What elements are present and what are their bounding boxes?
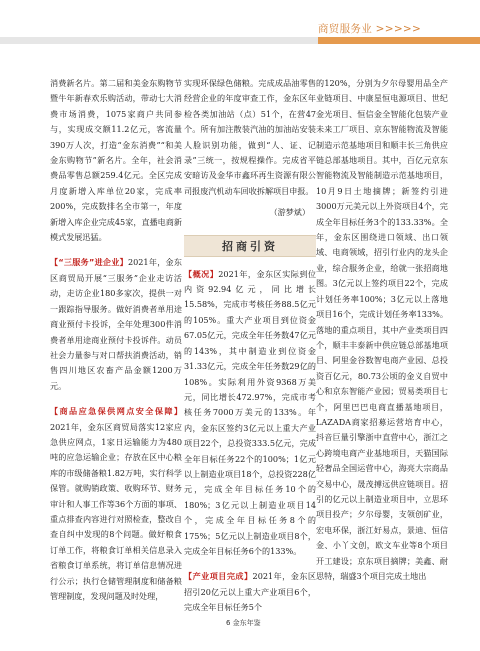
paragraph (50, 255, 182, 394)
paragraph-body: 2021年，金东区商贸局落实12家应急供应网点，1家日运输能力为480吨的应急运输企业；存放在区中心粮库的市级储备粮1.82万吨，实行科学保管。就购销政策、收购环节、财务审计和人事工作等36个方面的事项、重点排查内容进行对照检查，整改自查自纠中发现的8个问题。做好粮食订单工作，将粮食订单相关信息录入省粮食订单系统，将订单信息情况进行公示；执行仓储管理制度和储备粮管理制度，发现问题及时处理， (50, 421, 182, 601)
text-column-2 (184, 76, 316, 616)
paragraph-body: 2021年，金东区实际到位内资92.94亿元，同比增长15.58%，完成市考核任务88.5亿元的105%。重大产业项目到位资金67.05亿元，完成全年任务数47亿元的143%，其中制造业到位资金31.33亿元，完成全年任务数29亿的108%。实际利用外资9368万美元，同比增长472.97%，完成市考核任务7000万美元的133%。年内，金东区签约3亿元以上重大产业项目22个，总投资333.5亿元，完成全年目标任务22个的100%；1亿元以上制造业项目18个，总投资228亿元，完成全年目标任务10个的180%；3亿元以上制造业项目14个，完成全年目标任务8个的175%；5亿元以上制造业项目8个，完成全年目标任务6个的133%。 (184, 268, 316, 556)
paragraph: 的120%，分别为夕尔母婴用品全产业链项目、中康星恒电源项目、世纪金光项目、恒信金全智能化包装产业未来工厂项目、京东智能物流及智能制造示范基地项目和顺丰长三角供应链总部基地项目。其中，百亿元京东智能物流及智能制造示范基地项目，10月9日土地摘牌；新签约引进3000万元美元以上外资项目4个，完成全年目标任务3个的133.33%。全年，金东区围绕进口领域、出口领域、电商领域，招引行业内的龙头企业，综合服务企业，给就一张招商地图。3亿元以上签约项目22个，完成计划任务率100%；3亿元以上落地项目16个，完成计划任务率133%。落地的重点项目，其中产业类项目四个，顺丰丰泰新中供应链总部基地项目、阿里金谷数智电商产业园、总投资百亿元，80.73公顷的金义自贸中心和京东智能产业园；贸易类项目七个，阿里巴巴电商直播基地项目，LAZADA商家招募运营培育中心，抖音巨量引擎浙中直营中心，浙江之心跨境电商产业基地项目，天猫国际轻奢品全国运营中心，海亮大宗商品交易中心，晟茂搏远供应链项目。招引的亿元以上制造业项目中，立思环项目投产；夕尔母婴，支领创矿业，宏电环保，浙江好易点，景迪、恒信金、小丫文创，欧文车业等8个项目开工建设；京东项目摘牌；美鑫、耐思特，瑞盛3个项目完成土地出 (316, 78, 448, 581)
author-credit: （游梦斌） (269, 207, 310, 218)
section-header-title: 商贸服务业 >>>>> (318, 23, 422, 35)
header-bar (0, 37, 480, 44)
section-title: 【“三服务”进企业】 (50, 257, 128, 268)
header-bar-gray (0, 37, 318, 44)
paragraph (184, 267, 316, 560)
paragraph (184, 569, 316, 615)
section-title: 【商品应急保供网点安全保障】 (50, 406, 182, 417)
text-column-1 (50, 76, 182, 604)
section-title: 【产业项目完成】 (184, 571, 253, 582)
section-header: 招商引资 (184, 235, 316, 257)
text-column-3 (316, 76, 448, 584)
page-number: 6 金东年鉴 (226, 619, 261, 627)
paragraph (50, 404, 182, 604)
paragraph-body: 2021年，金东区商贸局开展“三服务”企业走访活动，走访企业180多家次，提供一对一跟踪指导服务。做好消费者单用途商业预付卡投诉，全年处理300件消费者单用途商业预付卡投诉件。动员社会力量参与对口帮扶消费活动，销售四川地区农畜产品金额1200万元。 (50, 257, 182, 391)
paragraph-body: 2021年，金东区招引20亿元以上重大产业项目6个，完成全年目标任务5个 (184, 571, 316, 613)
header-bar-orange (318, 37, 480, 44)
paragraph: 消费新名片。第二届和美金东购物节暨牛年新春欢乐购活动，带动七大消费市场消费，1075家商户共同参与，实现成交额11.2亿元，客流量390万人次，打造“金东消费”“和美金东购物节”新名片。全年，社会消费品零售总额259.4亿元。全区完成月度新增入库单位20家，完成率200%，完成数排名全市第一，年度新增入库企业完成45家，直播电商新模式发展迅猛。 (50, 78, 182, 243)
paragraph: 实现环保绿色储粮。完成成品油零售经营企业的年度审查工作，金东区年检各类加油站（点）51个，在营47个。所有加注散装汽油的加油站安装人脸识别功能，做到“人、证、记录”三统一，按规程操作。完成省平安暗访及金华市鑫环再生资源有限公司报废汽机动车回收拆解项目申报。 (184, 78, 316, 196)
section-title: 【概况】 (184, 268, 219, 279)
